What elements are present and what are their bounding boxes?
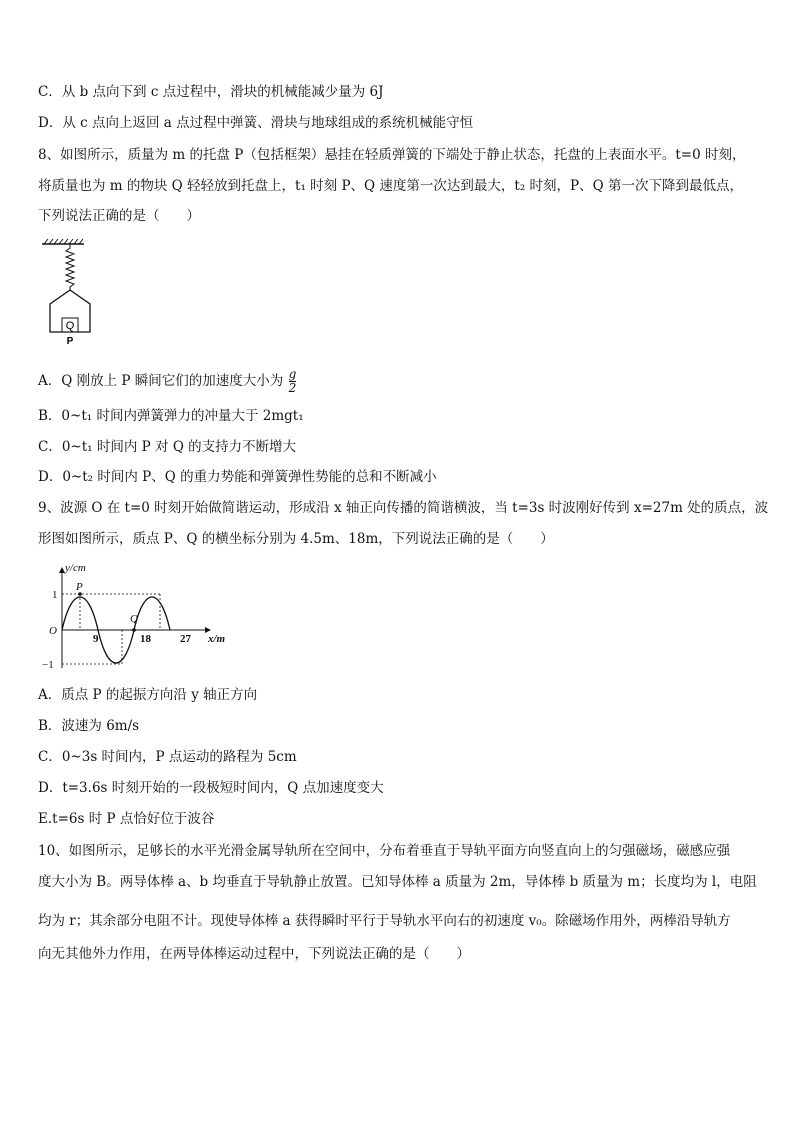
q9-text-line-2: 形图如图所示，质点 P、Q 的横坐标分别为 4.5m、18m，下列说法正确的是（ ） xyxy=(38,531,554,547)
y-axis-label: y/cm xyxy=(65,562,86,574)
option-c-q8: C．0~t₁ 时间内 P 对 Q 的支持力不断增大 xyxy=(38,439,297,455)
x-tick-18: 18 xyxy=(140,633,151,645)
option-d-q7: D．从 c 点向上返回 a 点过程中弹簧、滑块与地球组成的系统机械能守恒 xyxy=(38,115,474,131)
origin-label: O xyxy=(49,625,57,637)
option-a-q8-text: A．Q 刚放上 P 瞬间它们的加速度大小为 xyxy=(38,373,284,389)
q10-text-line-2: 度大小为 B。两导体棒 a、b 均垂直于导轨静止放置。已知导体棒 a 质量为 2m，导体棒 b 质量为 m；长度均为 l，电阻 xyxy=(38,874,757,890)
option-b-q8: B．0~t₁ 时间内弹簧弹力的冲量大于 2mgt₁ xyxy=(38,408,304,424)
option-c-q9: C．0~3s 时间内，P 点运动的路程为 5cm xyxy=(38,749,297,765)
q10-text-line-4: 向无其他外力作用，在两导体棒运动过程中，下列说法正确的是（ ） xyxy=(38,946,470,962)
option-d-q8: D．0~t₂ 时间内 P、Q 的重力势能和弹簧弹性势能的总和不断减小 xyxy=(38,469,437,485)
tray-p-label: P xyxy=(66,336,74,347)
x-tick-27: 27 xyxy=(180,633,191,645)
fraction-g-over-2 xyxy=(289,368,297,395)
block-q-label: Q xyxy=(65,320,75,332)
y-tick-1: 1 xyxy=(52,589,58,601)
q8-text-line-3: 下列说法正确的是（ ） xyxy=(38,208,200,224)
option-a-q9: A．质点 P 的起振方向沿 y 轴正方向 xyxy=(38,687,258,703)
fraction-numerator: g xyxy=(288,367,297,381)
option-d-q9: D．t=3.6s 时刻开始的一段极短时间内，Q 点加速度变大 xyxy=(38,780,384,796)
x-tick-9: 9 xyxy=(93,633,99,645)
option-e-q9: E.t=6s 时 P 点恰好位于波谷 xyxy=(38,811,215,827)
q9-text-line-1: 9、波源 O 在 t=0 时刻开始做简谐运动，形成沿 x 轴正向传播的简谐横波，当 t=3s 时波刚好传到 x=27m 处的质点，波 xyxy=(38,500,769,516)
q8-text-line-2: 将质量也为 m 的物块 Q 轻轻放到托盘上，t₁ 时刻 P、Q 速度第一次达到最大，t₂ 时刻，P、Q 第一次下降到最低点， xyxy=(38,178,743,194)
x-axis-label: x/m xyxy=(208,633,226,645)
q10-text-line-1: 10、如图所示，足够长的水平光滑金属导轨所在空间中，分布着垂直于导轨平面方向竖直向上的匀强磁场，磁感应强 xyxy=(38,843,731,859)
option-a-q8 xyxy=(38,368,296,395)
spring-tray-figure xyxy=(38,238,108,348)
option-c-q7: C．从 b 点向下到 c 点过程中，滑块的机械能减少量为 6J xyxy=(38,84,384,100)
q8-text-line-1: 8、如图所示，质量为 m 的托盘 P（包括框架）悬挂在轻质弹簧的下端处于静止状态，托盘的上表面水平。t=0 时刻， xyxy=(38,147,746,163)
fraction-denominator: 2 xyxy=(288,381,297,395)
q10-text-line-3: 均为 r；其余部分电阻不计。现使导体棒 a 获得瞬时平行于导轨水平向右的初速度 v₀。除磁场作用外，两棒沿导轨方 xyxy=(38,913,731,929)
y-tick-neg1: −1 xyxy=(42,659,54,671)
option-b-q9: B．波速为 6m/s xyxy=(38,718,140,734)
point-p-label: P xyxy=(76,581,83,593)
wave-graph-figure xyxy=(38,560,238,676)
point-q-label: Q xyxy=(130,613,138,625)
